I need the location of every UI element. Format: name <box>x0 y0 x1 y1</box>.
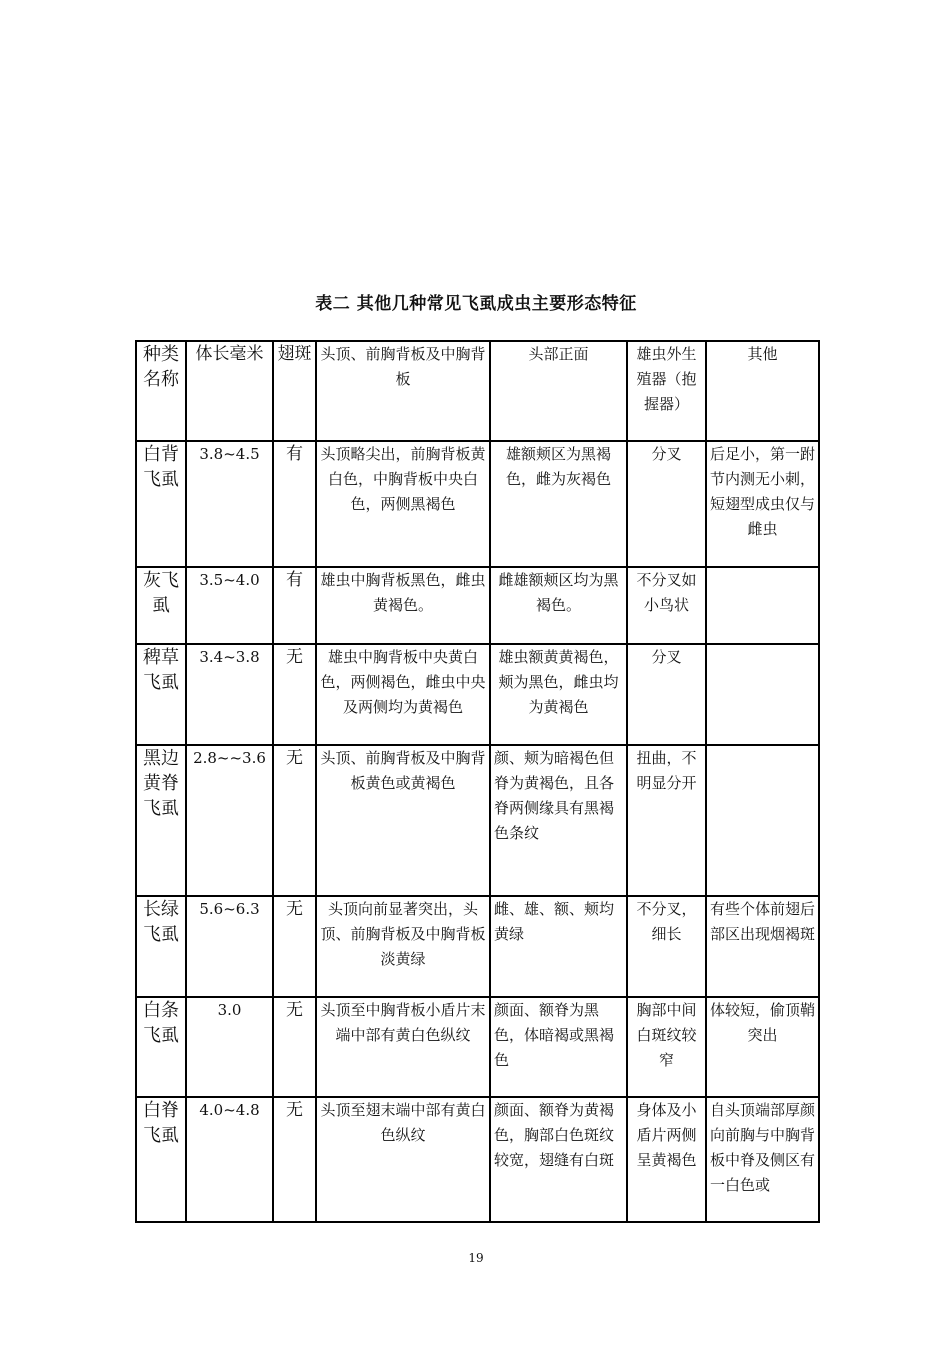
row-dorsal: 头顶至翅末端中部有黄白色纵纹 <box>316 1097 490 1222</box>
row-face: 雄额颊区为黑褐色，雌为灰褐色 <box>490 441 627 567</box>
row-other: 体较短，偷顶鞘突出 <box>706 997 819 1097</box>
header-dorsal: 头顶、前胸背板及中胸背板 <box>316 341 490 441</box>
row-spot: 无 <box>273 1097 316 1222</box>
table-row <box>136 896 819 997</box>
row-length: 4.0~4.8 <box>186 1097 273 1222</box>
row-name: 白条飞虱 <box>136 997 186 1097</box>
row-dorsal: 雄虫中胸背板黑色，雌虫黄褐色。 <box>316 567 490 644</box>
row-name: 白脊飞虱 <box>136 1097 186 1222</box>
header-face: 头部正面 <box>490 341 627 441</box>
header-spot: 翅斑 <box>273 341 316 441</box>
row-genital: 分叉 <box>627 644 706 745</box>
header-genital: 雄虫外生殖器（抱握器） <box>627 341 706 441</box>
row-name: 白背飞虱 <box>136 441 186 567</box>
row-other <box>706 644 819 745</box>
row-other <box>706 745 819 896</box>
row-other: 自头顶端部厚颜向前胸与中胸背板中脊及侧区有一白色或 <box>706 1097 819 1222</box>
row-name: 灰飞虱 <box>136 567 186 644</box>
row-face: 颜面、额脊为黄褐色，胸部白色斑纹较宽，翅缝有白斑 <box>490 1097 627 1222</box>
table-row <box>136 567 819 644</box>
row-length: 3.5~4.0 <box>186 567 273 644</box>
header-name: 种类名称 <box>136 341 186 441</box>
table-header-row <box>136 341 819 441</box>
page-number: 19 <box>468 1251 484 1265</box>
row-spot: 无 <box>273 644 316 745</box>
row-spot: 有 <box>273 567 316 644</box>
row-length: 3.0 <box>186 997 273 1097</box>
table-row <box>136 745 819 896</box>
table-row <box>136 441 819 567</box>
row-other: 后足小，第一跗节内测无小刺，短翅型成虫仅与雌虫 <box>706 441 819 567</box>
row-spot: 无 <box>273 997 316 1097</box>
row-genital: 不分叉，细长 <box>627 896 706 997</box>
table-row <box>136 1097 819 1222</box>
row-dorsal: 头顶向前显著突出，头顶、前胸背板及中胸背板淡黄绿 <box>316 896 490 997</box>
row-face: 雌雄额颊区均为黑褐色。 <box>490 567 627 644</box>
header-length: 体长毫米 <box>186 341 273 441</box>
row-length: 5.6~6.3 <box>186 896 273 997</box>
row-other: 有些个体前翅后部区出现烟褐斑 <box>706 896 819 997</box>
row-length: 2.8~~3.6 <box>186 745 273 896</box>
row-dorsal: 头顶至中胸背板小盾片末端中部有黄白色纵纹 <box>316 997 490 1097</box>
row-spot: 有 <box>273 441 316 567</box>
page-title: 表二 其他几种常见飞虱成虫主要形态特征 <box>315 294 637 314</box>
row-spot: 无 <box>273 896 316 997</box>
row-face: 雌、雄、额、颊均黄绿 <box>490 896 627 997</box>
row-face: 颜、颊为暗褐色但脊为黄褐色，且各脊两侧缘具有黑褐色条纹 <box>490 745 627 896</box>
row-dorsal: 头顶略尖出，前胸背板黄白色，中胸背板中央白色，两侧黑褐色 <box>316 441 490 567</box>
header-other: 其他 <box>706 341 819 441</box>
row-other <box>706 567 819 644</box>
row-face: 颜面、额脊为黑色，体暗褐或黑褐色 <box>490 997 627 1097</box>
row-genital: 分叉 <box>627 441 706 567</box>
row-dorsal: 头顶、前胸背板及中胸背板黄色或黄褐色 <box>316 745 490 896</box>
row-genital: 身体及小盾片两侧呈黄褐色 <box>627 1097 706 1222</box>
row-face: 雄虫额黄黄褐色，颊为黑色，雌虫均为黄褐色 <box>490 644 627 745</box>
table-row <box>136 997 819 1097</box>
row-genital: 胸部中间白斑纹较窄 <box>627 997 706 1097</box>
table-row <box>136 644 819 745</box>
characteristics-table <box>135 340 820 1223</box>
row-genital: 不分叉如小鸟状 <box>627 567 706 644</box>
row-name: 长绿飞虱 <box>136 896 186 997</box>
row-dorsal: 雄虫中胸背板中央黄白色，两侧褐色，雌虫中央及两侧均为黄褐色 <box>316 644 490 745</box>
row-name: 稗草飞虱 <box>136 644 186 745</box>
row-spot: 无 <box>273 745 316 896</box>
row-length: 3.8~4.5 <box>186 441 273 567</box>
row-genital: 扭曲，不明显分开 <box>627 745 706 896</box>
row-length: 3.4~3.8 <box>186 644 273 745</box>
row-name: 黑边黄脊飞虱 <box>136 745 186 896</box>
